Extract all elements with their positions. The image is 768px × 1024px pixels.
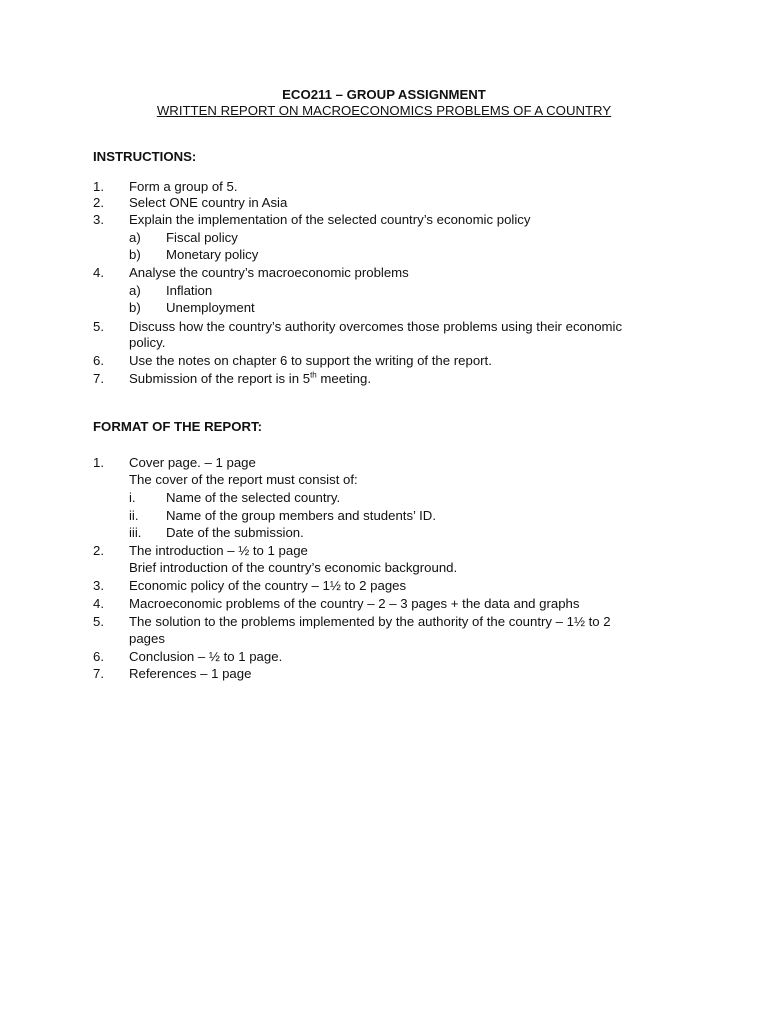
document-title: ECO211 – GROUP ASSIGNMENT — [282, 87, 486, 102]
item-text: Inflation — [166, 283, 213, 298]
item-number: 4. — [93, 596, 104, 611]
item-text: Discuss how the country’s authority overcomes those problems using their economic — [129, 319, 623, 334]
sub-list-item — [0, 524, 768, 542]
sub-list-item — [0, 299, 768, 317]
item-number: 1. — [93, 455, 104, 470]
item-text: pages — [129, 631, 165, 646]
item-text: Date of the submission. — [166, 525, 304, 540]
item-number: 3. — [93, 212, 104, 227]
item-number: a) — [129, 283, 141, 298]
sub-list-item — [0, 507, 768, 525]
item-number: 7. — [93, 666, 104, 681]
sub-list-item — [0, 282, 768, 300]
item-number: ii. — [129, 508, 139, 523]
item-number: iii. — [129, 525, 142, 540]
item-text: Unemployment — [166, 300, 255, 315]
item-number: 1. — [93, 179, 104, 194]
item-text: Fiscal policy — [166, 230, 238, 245]
list-item — [0, 577, 768, 595]
item-text: Macroeconomic problems of the country – 2 – 3 pages + the data and graphs — [129, 596, 580, 611]
list-item — [0, 352, 768, 370]
sub-list-item — [0, 489, 768, 507]
item-text: Form a group of 5. — [129, 179, 238, 194]
list-item-continuation — [0, 559, 768, 577]
ordinal-suffix: th — [310, 370, 317, 380]
item-number: 4. — [93, 265, 104, 280]
list-item — [0, 211, 768, 229]
item-text — [129, 370, 371, 388]
item-text-part: meeting. — [316, 371, 371, 386]
list-item — [0, 194, 768, 212]
item-text: Name of the selected country. — [166, 490, 341, 505]
list-item — [0, 264, 768, 282]
list-item — [0, 595, 768, 613]
list-item-continuation — [0, 334, 768, 352]
list-item-continuation — [0, 471, 768, 489]
item-text: Cover page. – 1 page — [129, 455, 256, 470]
item-text: Explain the implementation of the selected country’s economic policy — [129, 212, 531, 227]
item-number: a) — [129, 230, 141, 245]
item-number: 2. — [93, 195, 104, 210]
item-text: The solution to the problems implemented by the authority of the country – 1½ to 2 — [129, 614, 611, 629]
list-item — [0, 454, 768, 472]
item-text: References – 1 page — [129, 666, 252, 681]
item-number: 3. — [93, 578, 104, 593]
item-number: 6. — [93, 649, 104, 664]
item-text-part: Submission of the report is in 5 — [129, 371, 311, 386]
list-item-continuation — [0, 630, 768, 648]
item-number: b) — [129, 300, 141, 315]
item-number: 7. — [93, 371, 104, 386]
item-text: Brief introduction of the country’s economic background. — [129, 560, 458, 575]
sub-list-item — [0, 229, 768, 247]
item-text: Name of the group members and students’ ID. — [166, 508, 436, 523]
item-text: Select ONE country in Asia — [129, 195, 288, 210]
list-item — [0, 613, 768, 631]
item-number: 5. — [93, 319, 104, 334]
list-item — [0, 648, 768, 666]
list-item — [0, 665, 768, 683]
instructions-heading: INSTRUCTIONS: — [93, 149, 197, 164]
item-text: Monetary policy — [166, 247, 259, 262]
item-text: Conclusion – ½ to 1 page. — [129, 649, 283, 664]
item-number: 6. — [93, 353, 104, 368]
list-item — [0, 370, 768, 388]
item-number: 2. — [93, 543, 104, 558]
item-text: policy. — [129, 335, 166, 350]
document-subtitle: WRITTEN REPORT ON MACROECONOMICS PROBLEMS OF A COUNTRY — [156, 103, 612, 118]
item-text: Analyse the country’s macroeconomic problems — [129, 265, 409, 280]
item-text: The cover of the report must consist of: — [129, 472, 358, 487]
sub-list-item — [0, 246, 768, 264]
item-text: The introduction – ½ to 1 page — [129, 543, 308, 558]
list-item — [0, 542, 768, 560]
format-heading: FORMAT OF THE REPORT: — [93, 419, 262, 434]
item-number: 5. — [93, 614, 104, 629]
item-text: Use the notes on chapter 6 to support the writing of the report. — [129, 353, 492, 368]
item-number: b) — [129, 247, 141, 262]
item-text: Economic policy of the country – 1½ to 2 pages — [129, 578, 407, 593]
item-number: i. — [129, 490, 136, 505]
